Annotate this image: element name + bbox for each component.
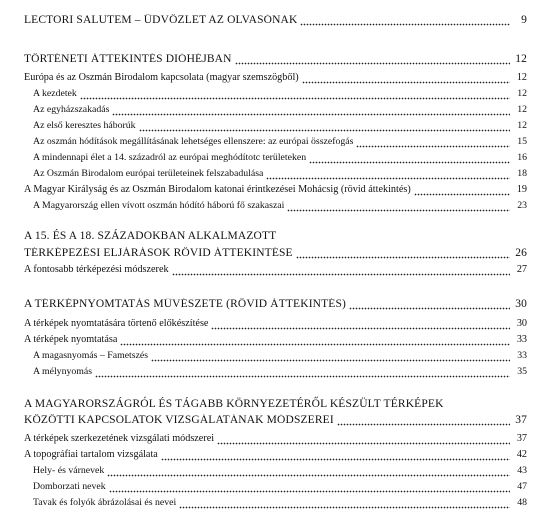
toc-entry[interactable] [0, 88, 555, 100]
toc-entry-page: 33 [517, 350, 527, 361]
leader-dots [309, 152, 510, 164]
leader-dots [109, 481, 510, 493]
leader-dots [356, 136, 510, 148]
toc-entry[interactable] [0, 318, 555, 330]
toc-entry-title: Az első keresztes háborúk [33, 120, 136, 131]
toc-entry-page: 42 [516, 449, 527, 460]
toc-entry-title: A térképek szerkezetének vizsgálati módszerei [24, 433, 215, 444]
toc-entry[interactable] [0, 449, 555, 461]
leader-dots [80, 88, 510, 100]
leader-dots [112, 104, 510, 116]
toc-entry[interactable] [0, 414, 555, 426]
leader-dots [300, 14, 510, 26]
toc-entry[interactable] [0, 14, 555, 26]
leader-dots [95, 366, 510, 378]
toc-entry-title: A térképek nyomtatása [24, 334, 118, 345]
leader-dots [107, 465, 510, 477]
toc-entry[interactable] [0, 120, 555, 132]
toc-heading-line: A 15. ÉS A 18. SZÁZADOKBAN ALKALMAZOTT [24, 230, 277, 242]
leader-dots [287, 200, 510, 212]
toc-entry-title: A Magyarország ellen vívott oszmán hódító háború fő szakaszai [33, 200, 285, 211]
toc-entry[interactable] [0, 497, 555, 509]
toc-entry-title: LECTORI SALUTEM – ÜDVÖZLET AZ OLVASÓNAK [24, 14, 298, 26]
toc-entry[interactable] [0, 350, 555, 362]
toc-entry[interactable] [0, 481, 555, 493]
toc-entry-page: 12 [517, 88, 527, 99]
leader-dots [296, 247, 510, 259]
toc-entry-page: 12 [517, 104, 527, 115]
toc-entry-page: 12 [515, 53, 527, 65]
toc-entry-title: Európa és az Oszmán Birodalom kapcsolata (magyar szemszögből) [24, 72, 299, 83]
toc-entry-page: 30 [516, 318, 527, 329]
leader-dots [211, 318, 510, 330]
toc-entry[interactable] [0, 72, 555, 84]
leader-dots [349, 298, 510, 310]
toc-entry-page: 27 [516, 264, 527, 275]
toc-entry-page: 9 [521, 14, 527, 26]
toc-entry-page: 12 [516, 72, 527, 83]
toc-entry-page: 37 [516, 433, 527, 444]
toc-entry-page: 19 [516, 184, 527, 195]
toc-heading-line: A MAGYARORSZÁGRÓL ÉS TÁGABB KÖRNYEZETÉRŐL KÉSZÜLT TÉRKÉPEK [24, 398, 444, 410]
toc-entry-title: Domborzati nevek [33, 481, 106, 492]
toc-entry[interactable] [0, 53, 555, 65]
toc-entry-title: A térképek nyomtatására törtenő előkészítése [24, 318, 209, 329]
toc-entry[interactable] [0, 200, 555, 212]
toc-entry-page: 37 [515, 414, 527, 426]
toc-entry-page: 23 [517, 200, 527, 211]
toc-entry-title: A magasnyomás – Fametszés [33, 350, 149, 361]
leader-dots [217, 433, 510, 445]
toc-entry-title: TÉRKÉPEZÉSI ELJÁRÁSOK RÖVID ÁTTEKINTÉSE [24, 247, 293, 259]
toc-entry[interactable] [0, 184, 555, 196]
toc-entry-title: Az Oszmán Birodalom európai területeinek felszabadulása [33, 168, 264, 179]
leader-dots [139, 120, 510, 132]
toc-entry-title: A kezdetek [33, 88, 77, 99]
toc-entry-page: 48 [517, 497, 527, 508]
toc-entry[interactable] [0, 366, 555, 378]
toc-entry[interactable] [0, 152, 555, 164]
leader-dots [172, 264, 510, 276]
leader-dots [337, 414, 510, 426]
toc-entry[interactable] [0, 104, 555, 116]
leader-dots [235, 53, 510, 65]
toc-entry-page: 35 [517, 366, 527, 377]
toc-entry-title: A mindennapi élet a 14. századról az európai meghódítotc területeken [33, 152, 307, 163]
toc-entry-title: A mélynyomás [33, 366, 93, 377]
toc-entry-title: Hely- és várnevek [33, 465, 105, 476]
toc-entry-page: 30 [515, 298, 527, 310]
toc-entry[interactable] [0, 298, 555, 310]
toc-entry-page: 12 [517, 120, 527, 131]
toc-entry[interactable] [0, 433, 555, 445]
leader-dots [179, 497, 510, 509]
toc-entry[interactable] [0, 168, 555, 180]
toc-entry-title: A Magyar Királyság és az Oszmán Birodalom katonai érintkezései Mohácsig (rövid áttekintés) [24, 184, 411, 195]
toc-entry-title: A fontosabb térképezési módszerek [24, 264, 169, 275]
toc-entry-page: 15 [517, 136, 527, 147]
toc-entry-page: 18 [517, 168, 527, 179]
toc-entry[interactable] [0, 136, 555, 148]
toc-entry[interactable] [0, 247, 555, 259]
toc-entry-title: A topográfiai tartalom vizsgálata [24, 449, 158, 460]
toc-entry[interactable] [0, 334, 555, 346]
toc-entry-page: 26 [515, 247, 527, 259]
leader-dots [120, 334, 510, 346]
leader-dots [302, 72, 510, 84]
leader-dots [414, 184, 510, 196]
leader-dots [161, 449, 510, 461]
toc-entry[interactable] [0, 465, 555, 477]
toc-entry-page: 47 [517, 481, 527, 492]
toc-entry-page: 43 [517, 465, 527, 476]
toc-entry-page: 33 [516, 334, 527, 345]
toc-entry-title: KÖZÖTTI KAPCSOLATOK VIZSGÁLATÁNAK MÓDSZEREI [24, 414, 334, 426]
toc-entry-title: Tavak és folyók ábrázolásai és nevei [33, 497, 177, 508]
toc-entry-page: 16 [517, 152, 527, 163]
toc-entry-title: A TÉRKÉPNYOMTATÁS MŰVÉSZETE (RÖVID ÁTTEKINTÉS) [24, 298, 346, 310]
leader-dots [266, 168, 510, 180]
toc-entry-title: TÖRTÉNETI ÁTTEKINTÉS DIÓHÉJBAN [24, 53, 232, 65]
toc-entry-title: Az egyházszakadás [33, 104, 110, 115]
toc-entry[interactable] [0, 264, 555, 276]
toc-entry-title: Az oszmán hódítások megállításának lehetséges ellenszere: az európai összefogás [33, 136, 354, 147]
leader-dots [151, 350, 510, 362]
